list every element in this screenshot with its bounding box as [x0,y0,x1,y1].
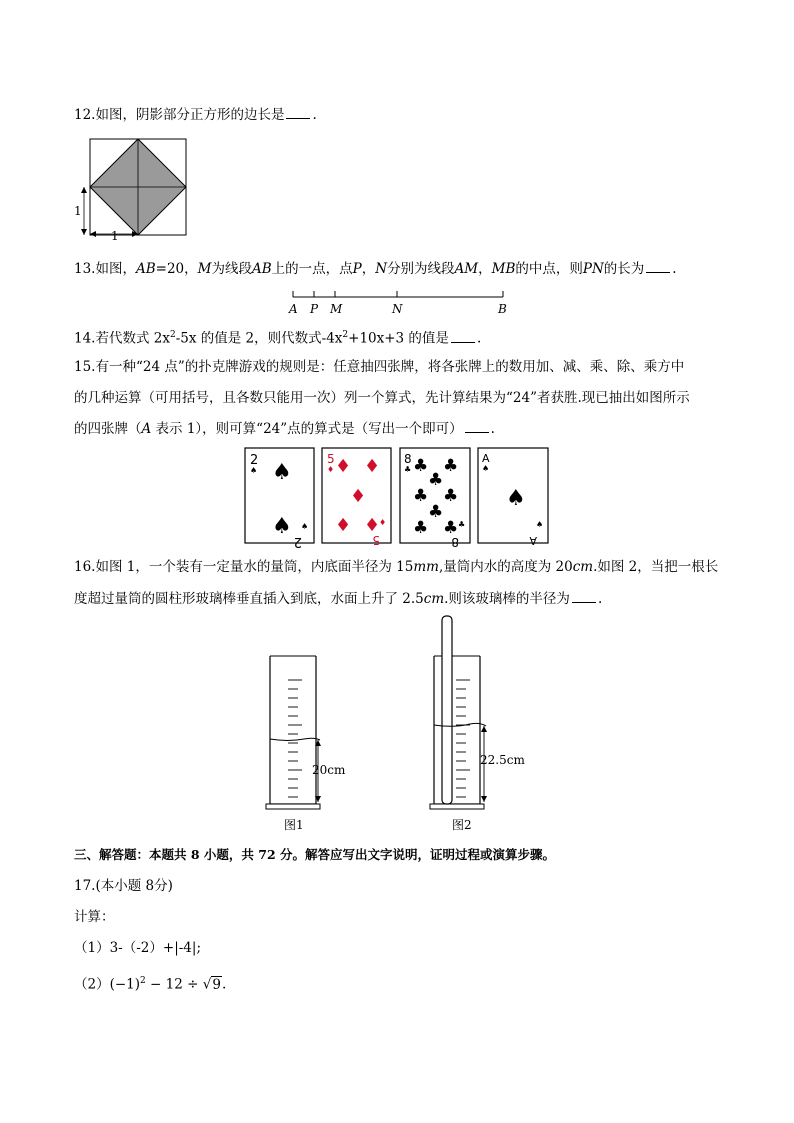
svg-text:♣: ♣ [404,465,412,474]
question-12: 12.如图，阴影部分正方形的边长是 . [74,107,317,123]
svg-text:♣: ♣ [413,456,429,476]
figure-1-cylinder [266,656,346,832]
section-3-heading: 三、解答题：本题共 8 小题，共 72 分。解答应写出文字说明，证明过程或演算步骤。 [74,847,556,862]
question-17-title: 17.(本小题 8分) [74,878,173,894]
question-15-line-3: 的四张牌（A 表示 1），则可算“24”点的算式是（写出一个即可） . [74,421,495,437]
question-14: 14.若代数式 $2x^2-5x$ 的值是 2，则代数式$-4x^2+10x+3$ 的值是 . [74,330,482,347]
svg-text:♣: ♣ [443,486,459,506]
answer-blank [286,106,310,119]
q15-cards-figure [244,447,550,549]
question-16-line-2: 度超过量筒的圆柱形玻璃棒垂直插入到底，水面上升了 2.5cm.则该玻璃棒的半径为 . [74,591,603,607]
svg-text:♠: ♠ [272,514,292,539]
svg-text:2: 2 [293,534,302,549]
answer-blank [646,260,670,273]
svg-text:♣: ♣ [413,486,429,506]
svg-text:♠: ♠ [272,460,292,485]
label-m: M [330,302,343,316]
label-a: A [289,302,298,316]
svg-text:♦: ♦ [335,456,352,477]
question-17-intro: 计算： [74,909,115,925]
svg-text:A: A [482,452,490,465]
card-5-diamonds [322,448,391,547]
dim-horizontal: 1 [111,229,119,243]
svg-text:♠: ♠ [250,466,258,475]
figure-2-cylinder [430,616,525,832]
answer-blank [451,330,475,343]
svg-text:♠: ♠ [506,486,526,511]
question-17-part-1: （1）3-（-2）+|-4|; [74,940,201,956]
fig1-caption: 图1 [284,818,304,832]
svg-text:♠: ♠ [536,520,544,529]
svg-text:5: 5 [327,452,335,466]
q13-segment-figure [285,288,515,318]
svg-text:♣: ♣ [413,518,429,538]
svg-text:♣: ♣ [443,518,459,538]
question-17-part-2: $(2)(-1)^2 - 12 \div √9$. [74,976,227,993]
svg-text:♣: ♣ [428,470,444,490]
card-2-spades [245,448,314,549]
svg-text:♦: ♦ [364,456,381,477]
question-15-line-2: 的几种运算（可用括号，且各数只能用一次）列一个算式，先计算结果为“24”者获胜.现已抽出如图所示 [74,390,690,406]
svg-text:♣: ♣ [443,456,459,476]
svg-text:♦: ♦ [327,465,335,474]
answer-blank [572,590,596,603]
svg-text:♠: ♠ [482,464,490,473]
q16-cylinders-figure [258,612,538,837]
svg-text:♦: ♦ [364,515,381,536]
label-b: B [498,302,507,316]
sqrt-symbol: √ [202,976,212,993]
fig1-height-label: 20cm [312,763,346,777]
q12-square-figure [70,136,190,246]
answer-blank [465,420,489,433]
svg-text:♣: ♣ [458,520,466,529]
fig2-caption: 图2 [452,818,472,832]
question-15-line-1: 15.有一种“24 点”的扑克牌游戏的规则是：任意抽四张牌，将各张牌上的数用加、减、乘、除、乘方中 [74,359,685,375]
label-p: P [310,302,319,316]
svg-text:♦: ♦ [379,518,387,527]
dim-vertical: 1 [74,204,82,218]
svg-text:5: 5 [372,533,380,547]
svg-text:A: A [529,534,537,547]
question-16-line-1: 16.如图 1，一个装有一定量水的量筒，内底面半径为 15mm,量筒内水的高度为 20cm.如图 2，当把一根长 [74,559,719,575]
question-13: 13.如图，AB=20，M为线段AB上的一点，点P，N分别为线段AM，MB的中点，则PN的长为 . [74,261,677,277]
card-ace-spades [478,448,548,547]
fig2-height-label: 22.5cm [480,753,525,767]
svg-text:♦: ♦ [350,486,367,507]
label-n: N [392,302,403,316]
card-8-clubs [400,448,470,549]
svg-text:♣: ♣ [428,502,444,522]
svg-text:2: 2 [250,453,259,468]
svg-text:8: 8 [451,535,459,549]
svg-text:♠: ♠ [301,522,309,531]
svg-text:8: 8 [404,452,412,466]
svg-text:♦: ♦ [335,515,352,536]
